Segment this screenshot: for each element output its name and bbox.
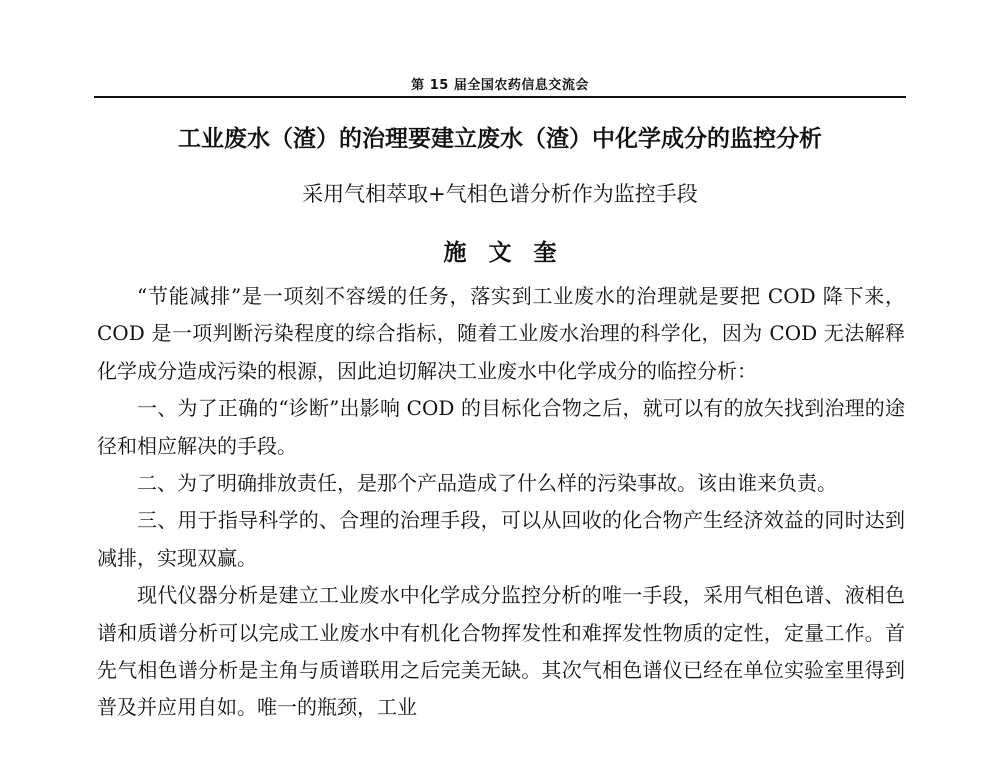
body-paragraph: 现代仪器分析是建立工业废水中化学成分监控分析的唯一手段，采用气相色谱、液相色谱和质谱分析可以完成工业废水中有机化合物挥发性和难挥发性物质的定性，定量工作。首先气相色谱分析是主角与质谱联用之后完美无缺。其次气相色谱仪已经在单位实验室里得到普及并应用自如。唯一的瓶颈，工业	[97, 583, 905, 720]
body-paragraph: 二、为了明确排放责任，是那个产品造成了什么样的污染事故。该由谁来负责。	[137, 471, 837, 496]
header-rule	[94, 96, 906, 98]
body-paragraph: “节能减排”是一项刻不容缓的任务，落实到工业废水的治理就是要把 COD 降下来，COD 是一项判断污染程度的综合指标，随着工业废水治理的科学化，因为 COD 无法解释化学成分造成污染的根源，因此迫切解决工业废水中化学成分的临控分析：	[97, 284, 905, 383]
body-paragraph: 一、为了正确的“诊断”出影响 COD 的目标化合物之后，就可以有的放矢找到治理的途径和相应解决的手段。	[97, 396, 905, 458]
article-body	[97, 278, 905, 727]
article-author: 施文奎	[443, 240, 579, 266]
body-paragraph: 三、用于指导科学的、合理的治理手段，可以从回收的化合物产生经济效益的同时达到减排，实现双赢。	[97, 508, 905, 570]
article-title: 工业废水（渣）的治理要建立废水（渣）中化学成分的监控分析	[178, 126, 822, 152]
running-header: 第 15 届全国农药信息交流会	[411, 78, 589, 93]
article-subtitle: 采用气相萃取+气相色谱分析作为监控手段	[302, 182, 698, 206]
